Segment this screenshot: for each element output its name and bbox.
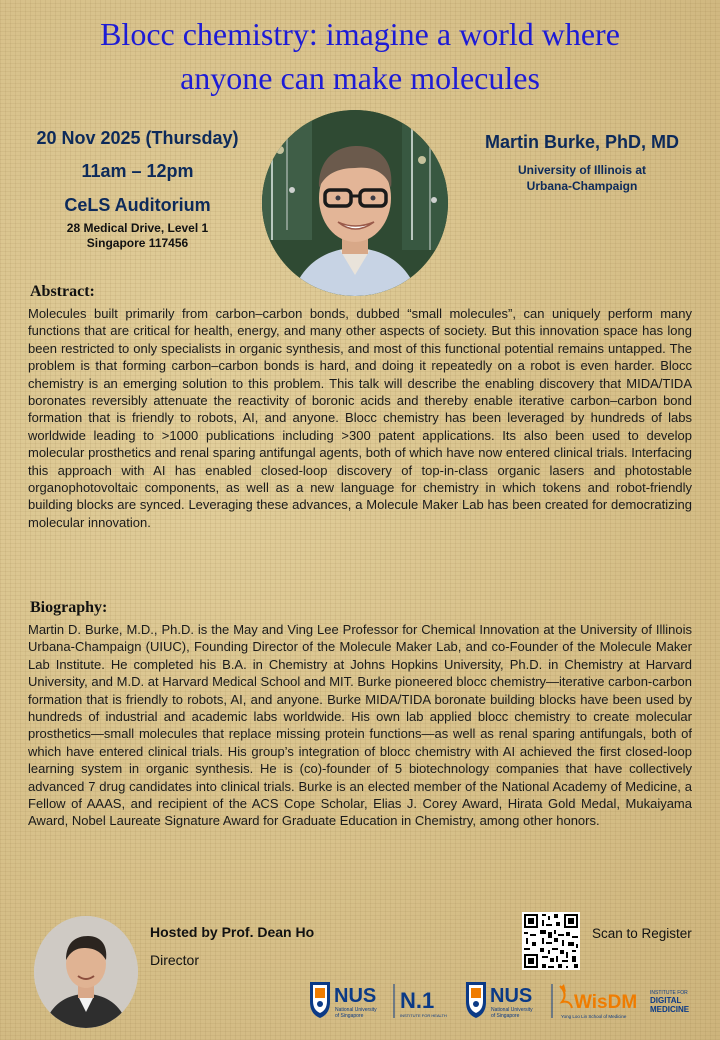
speaker-portrait-illustration [262, 110, 448, 296]
nus-sub-line-1: National University [335, 1007, 377, 1013]
event-venue: CeLS Auditorium [64, 195, 211, 215]
poster-title [20, 12, 700, 100]
event-time: 11am – 12pm [81, 161, 194, 181]
host-role: Director [150, 952, 200, 968]
abstract-text: Molecules built primarily from carbon–carbon bonds, dubbed “small molecules”, can uniquely perform many functions that are critical for health, energy, and many other aspects of society. But this innovation space has long been restricted to only specialists in organic synthesis, and most of this functional potential remains untapped. The problem is that forming carbon–carbon bonds is hard, and doing it repeatedly on a robot is even harder. Blocc chemistry is an emerging solution to this problem. This talk will describe the enabling discovery that MIDA/TIDA boronates reversibly attenuate the reactivity of boronic acids and thereby enable iterative carbon–carbon bond formation that is friendly to robots, AI, and anyone. Blocc chemistry has been leveraged by hundreds of labs worldwide leading to >1000 publications including >300 patent applications. Its also been used to develop molecular prosthetics and renal sparing antifungal agents, both of which have now entered clinical trials. Interfacing this approach with AI has enabled closed-loop discovery of top-in-class organic lasers and photostable organophotovoltaic components, as well as a new language for chemistry in which tokens and robot-friendly building blocks are synced. Leveraging these advances, a Molecule Maker Lab has been created for democratizing molecular innovation. [28, 306, 692, 530]
nus-n1-logo-graphic [308, 978, 468, 1022]
event-date: 20 Nov 2025 (Thursday) [36, 128, 239, 148]
speaker-affiliation-line-1: University of Illinois at [517, 163, 647, 177]
speaker-info [452, 130, 712, 194]
nus-wisdm-logo-graphic [464, 978, 710, 1022]
title-line-2: anyone can make molecules [180, 60, 540, 96]
abstract-heading: Abstract: [30, 283, 95, 300]
nus-wordmark: NUS [334, 985, 377, 1007]
nus-wordmark-2: NUS [490, 985, 533, 1007]
nus-wisdm-logo [464, 978, 710, 1022]
title-line-1: Blocc chemistry: imagine a world where [100, 16, 620, 52]
biography-text: Martin D. Burke, M.D., Ph.D. is the May and Ving Lee Professor for Chemical Innovation at the University of Illinois Urbana-Champaign (UIUC), Founding Director of the Molecule Maker Lab, and co-Founder of the Molecule Maker Lab Institute. He completed his B.A. in Chemistry at Johns Hopkins University, Ph.D. in Chemistry at Harvard University, and M.D. at Harvard Medical School and MIT. Burke pioneered blocc chemistry—iterative carbon-carbon formation that is friendly to robots, AI, and anyone. Burke MIDA/TIDA boronate building blocks have been used by hundreds of industrial and academic labs worldwide. His own lab applied blocc chemistry to create molecular prosthetics—small molecules that replace missing protein functions—as well as renal sparing antifungals, both of which have entered clinical trials. His group’s integration of blocc chemistry with AI achieved the first closed-loop learning system in organic synthesis. He is (co)-founder of 5 biotechnology companies that have collectively advanced 7 drug candidates into clinical trials. Burke is an elected member of the National Academy of Medicine, a Fellow of AAAS, and recipient of the ACS Cope Scholar, Elias J. Corey Award, Hirata Gold Medal, Mukaiyama Award, Nobel Laureate Signature Award for Graduate Education in Chemistry, among other honors. [28, 622, 692, 829]
scan-to-register-label: Scan to Register [592, 926, 692, 941]
event-address-line-2: Singapore 117456 [86, 236, 189, 250]
register-qr-code[interactable] [522, 912, 580, 970]
wisdm-sub-2: DIGITAL [650, 996, 682, 1005]
speaker-photo [262, 110, 448, 296]
nus-sub-line-1-b: National University [491, 1007, 533, 1013]
event-details [10, 126, 265, 251]
speaker-affiliation-line-2: Urbana-Champaign [526, 179, 638, 193]
speaker-name: Martin Burke, PhD, MD [484, 132, 680, 152]
wisdm-school: Yong Loo Lin School of Medicine [561, 1014, 627, 1019]
qr-code-icon [522, 912, 580, 970]
event-address-line-1: 28 Medical Drive, Level 1 [66, 221, 209, 235]
wisdm-sub-3: MEDICINE [650, 1005, 690, 1014]
wisdm-mark: WisDM [574, 992, 638, 1013]
n1-mark: N.1 [400, 988, 435, 1013]
n1-sub: INSTITUTE FOR HEALTH [400, 1013, 447, 1018]
nus-sub-line-2-b: of Singapore [491, 1013, 520, 1019]
host-photo [34, 916, 138, 1028]
nus-n1-logo [308, 978, 468, 1022]
nus-sub-line-2: of Singapore [335, 1013, 364, 1019]
biography-heading: Biography: [30, 599, 108, 616]
wisdm-sub-1: INSTITUTE FOR [650, 990, 688, 996]
host-portrait-illustration [34, 916, 138, 1028]
host-name: Hosted by Prof. Dean Ho [150, 924, 315, 940]
